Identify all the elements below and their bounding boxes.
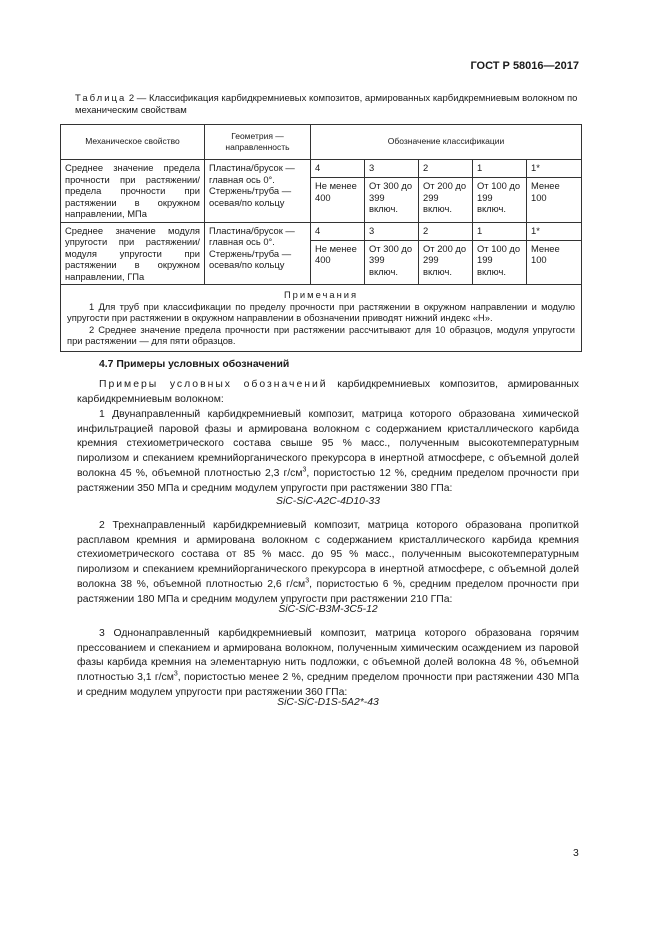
intro-rest: карбидкремниевых композитов, армированных карбидкремниевым волокном: xyxy=(77,379,579,405)
example-paragraph-1 xyxy=(77,408,579,496)
table-caption-label: Таблица xyxy=(75,93,127,104)
intro-spaced: Примеры условных обозначений xyxy=(99,379,328,390)
range-cell: Менее 100 xyxy=(527,240,582,284)
designation-1: SiC-SiC-A2C-4D10-33 xyxy=(276,496,380,507)
table-caption xyxy=(75,93,585,117)
range-cell: От 300 до 399 включ. xyxy=(365,178,419,222)
table-caption-text: 2 — Классификация карбидкремниевых композитов, армированных карбидкремниевым волокном по механическим свойствам xyxy=(75,93,578,116)
document-header: ГОСТ Р 58016—2017 xyxy=(470,60,579,72)
table-header-row xyxy=(61,125,582,160)
example-text: 1 Двунаправленный карбидкремниевый композит, матрица которого образована химической инфильтрацией паровой фазы и армирована волокном с содержанием кристаллического карбида кремния стехиометрического состава свыше 95 % масс., полученным высокотемпературным пиролизом и спеканием кремнийорганического прекурсора в инертной атмосфере, с объемной долей волокна 45 %, объемной плотностью 2,3 г/см xyxy=(77,409,579,479)
example-text: 3 Однонаправленный карбидкремниевый композит, матрица которого образована горячим прессованием и спеканием и армирована волокном, полученным химическим осаждением из паровой фазы карбида кремния на элементарную нить подложки, с объемной долей волокна 48 %, объемной плотностью 3,1 г/см xyxy=(77,628,579,684)
notes-row xyxy=(61,285,582,352)
example-text: , пористостью 12 %, средним пределом прочности при растяжении 350 МПа и средним модулем упругости при растяжении 380 ГПа: xyxy=(77,467,579,494)
range-cell: Не менее 400 xyxy=(311,240,365,284)
range-cell: Не менее 400 xyxy=(311,178,365,222)
intro-paragraph xyxy=(77,378,579,407)
header-geometry: Геометрия — направленность xyxy=(205,125,311,160)
designation-2: SiC-SiC-B3M-3C5-12 xyxy=(278,604,378,615)
example-text: , пористостью 6 %, средним пределом прочности при растяжении 180 МПа и средним модулем упругости при растяжении 210 ГПа: xyxy=(77,578,579,605)
note-item: 2 Среднее значение предела прочности при растяжении рассчитывают для 10 образцов, модуля упругости при растяжении — для пяти образцов. xyxy=(67,323,576,346)
code-cell: 2 xyxy=(419,222,473,240)
superscript: 3 xyxy=(302,466,307,474)
table-row xyxy=(61,160,582,178)
example-paragraph-2 xyxy=(77,519,579,607)
example-paragraph-3 xyxy=(77,627,579,701)
example-text: , пористостью менее 2 %, средним пределом прочности при растяжении 430 МПа и средним модулем упругости при растяжении 360 ГПа: xyxy=(77,672,579,698)
range-cell: От 100 до 199 включ. xyxy=(473,178,527,222)
code-cell: 3 xyxy=(365,160,419,178)
code-cell: 2 xyxy=(419,160,473,178)
range-cell: От 100 до 199 включ. xyxy=(473,240,527,284)
page-number: 3 xyxy=(573,848,579,859)
row-property: Среднее значение модуля упругости при растяжении/модуля упругости при растяжении в окружном направлении, ГПа xyxy=(61,222,205,285)
superscript: 3 xyxy=(173,670,178,678)
designation-3: SiC-SiC-D1S-5A2*-43 xyxy=(277,697,379,708)
code-cell: 3 xyxy=(365,222,419,240)
range-cell: От 200 до 299 включ. xyxy=(419,240,473,284)
table-row xyxy=(61,222,582,240)
row-geometry: Пластина/брусок — главная ось 0°. Стержень/труба — осевая/по кольцу xyxy=(205,222,311,285)
example-text: 2 Трехнаправленный карбидкремниевый композит, матрица которого образована пропиткой расплавом кремния и армирована волокном с содержанием кристаллического карбида кремния стехиометрического состава от 85 % масс. до 95 % масс., полученным высокотемпературным пиролизом и спеканием кремнийорганического прекурсора в инертной атмосфере, с объемной долей волокна 38 %, объемной плотностью 2,6 г/см xyxy=(77,520,579,590)
header-designation: Обозначение классификации xyxy=(311,125,582,160)
table-notes xyxy=(61,285,582,352)
superscript: 3 xyxy=(305,577,310,585)
code-cell: 1* xyxy=(527,222,582,240)
code-cell: 1* xyxy=(527,160,582,178)
range-cell: От 200 до 299 включ. xyxy=(419,178,473,222)
code-cell: 4 xyxy=(311,222,365,240)
header-property: Механическое свойство xyxy=(61,125,205,160)
code-cell: 4 xyxy=(311,160,365,178)
notes-title: Примечания xyxy=(283,289,359,300)
row-property: Среднее значение предела прочности при растяжении/предела прочности при растяжении в окружном направлении, МПа xyxy=(61,160,205,223)
code-cell: 1 xyxy=(473,160,527,178)
range-cell: От 300 до 399 включ. xyxy=(365,240,419,284)
range-cell: Менее 100 xyxy=(527,178,582,222)
section-title: 4.7 Примеры условных обозначений xyxy=(99,359,290,370)
code-cell: 1 xyxy=(473,222,527,240)
row-geometry: Пластина/брусок — главная ось 0°. Стержень/труба — осевая/по кольцу xyxy=(205,160,311,223)
note-item: 1 Для труб при классификации по пределу прочности при растяжении в окружном направлении и модулю упругости при растяжении в окружном направлении в обозначении приводят нижний индекс «Н». xyxy=(67,300,576,323)
classification-table xyxy=(60,124,582,352)
